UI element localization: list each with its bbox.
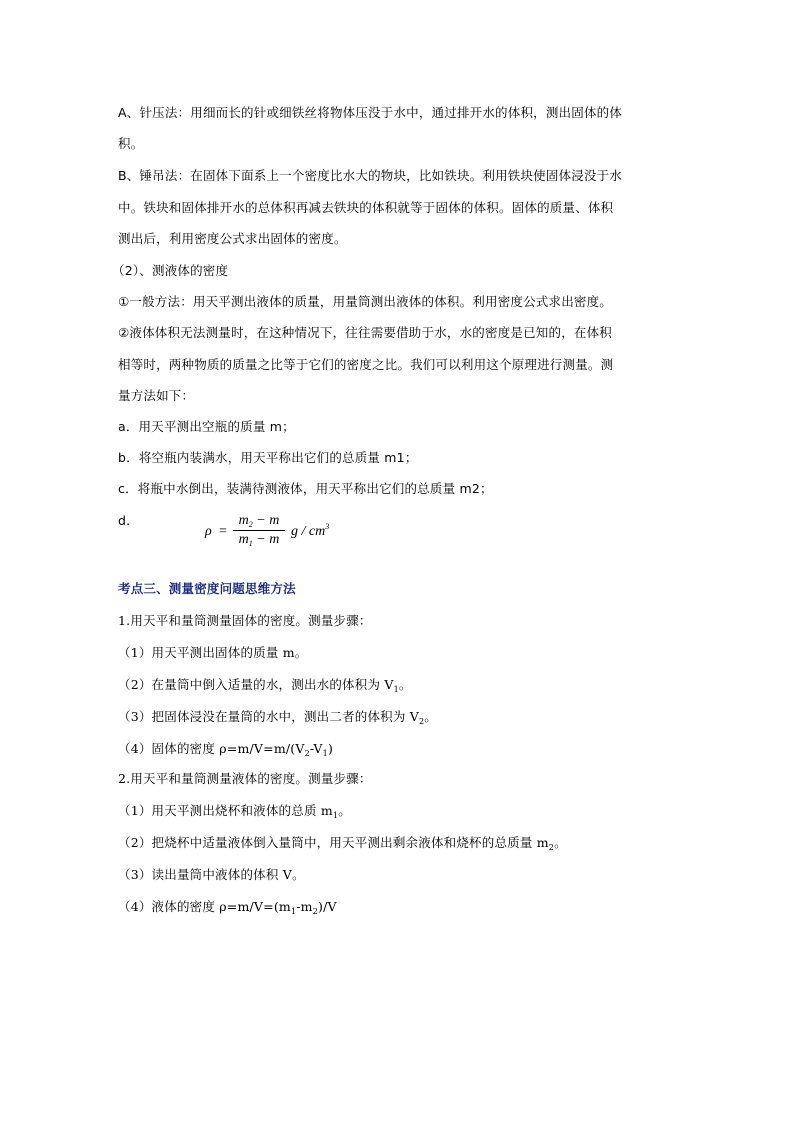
solid-steps-title: 1.用天平和量筒测量固体的密度。测量步骤： xyxy=(118,613,372,628)
section-b-line-1: B、锤吊法：在固体下面系上一个密度比水大的物块，比如铁块。利用铁块使固体浸没于水 xyxy=(118,168,623,183)
liquid-step-1: （1）用天平测出烧杯和液体的总质 $m_1$。 xyxy=(118,803,351,820)
formula-unit: g / $cm^3$ xyxy=(291,522,330,539)
formula-denominator: $m_1 - m$ xyxy=(238,532,280,548)
formula-equals: = xyxy=(219,524,227,539)
section-a-line-2: 积。 xyxy=(118,136,144,151)
solid-step-4: （4）固体的密度 $\rho=m/V=m/(V_2-V_1)$ xyxy=(118,741,334,758)
liquid-step-4: （4）液体的密度 $\rho=m/V=(m_1-m_2)/V$ xyxy=(118,899,337,916)
section-b-line-3: 测出后，利用密度公式求出固体的密度。 xyxy=(118,231,347,246)
method-2-line-2: 相等时，两种物质的质量之比等于它们的密度之比。我们可以利用这个原理进行测量。测 xyxy=(118,357,614,372)
method-2-line-3: 量方法如下： xyxy=(118,388,195,403)
step-c: c．将瓶中水倒出，装满待测液体，用天平称出它们的总质量 m2； xyxy=(118,481,493,496)
formula-fraction xyxy=(233,512,285,549)
section-heading-kaodian-3: 考点三、测量密度问题思维方法 xyxy=(118,581,296,596)
solid-step-1: （1）用天平测出固体的质量 m。 xyxy=(118,645,308,660)
step-b: b．将空瓶内装满水，用天平称出它们的总质量 m1； xyxy=(118,450,418,465)
solid-step-3: （3）把固体浸没在量筒的水中，测出二者的体积为 $V_2$。 xyxy=(118,709,437,726)
liquid-density-title: （2）、测液体的密度 xyxy=(112,263,229,278)
section-b-line-2: 中。铁块和固体排开水的总体积再减去铁块的体积就等于固体的体积。固体的质量、体积 xyxy=(118,200,614,215)
liquid-step-2: （2）把烧杯中适量液体倒入量筒中，用天平测出剩余液体和烧杯的总质量 $m_2$。 xyxy=(118,835,567,852)
method-1-line: ①一般方法：用天平测出液体的质量，用量筒测出液体的体积。利用密度公式求出密度。 xyxy=(118,294,613,309)
solid-step-2: （2）在量筒中倒入适量的水，测出水的体积为 $V_1$。 xyxy=(118,677,412,694)
liquid-steps-title: 2.用天平和量筒测量液体的密度。测量步骤： xyxy=(118,771,372,786)
formula-rho: ρ xyxy=(205,524,212,539)
method-2-line-1: ②液体体积无法测量时，在这种情况下，往往需要借助于水，水的密度是已知的，在体积 xyxy=(118,325,613,340)
section-a-line-1: A、针压法：用细而长的针或细铁丝将物体压没于水中，通过排开水的体积，测出固体的体 xyxy=(118,105,623,120)
liquid-step-3: （3）读出量筒中液体的体积 V。 xyxy=(118,867,305,882)
step-a: a．用天平测出空瓶的质量 m； xyxy=(118,419,295,434)
step-d: d. xyxy=(118,513,131,528)
formula-numerator: $m_2 - m$ xyxy=(238,513,280,529)
